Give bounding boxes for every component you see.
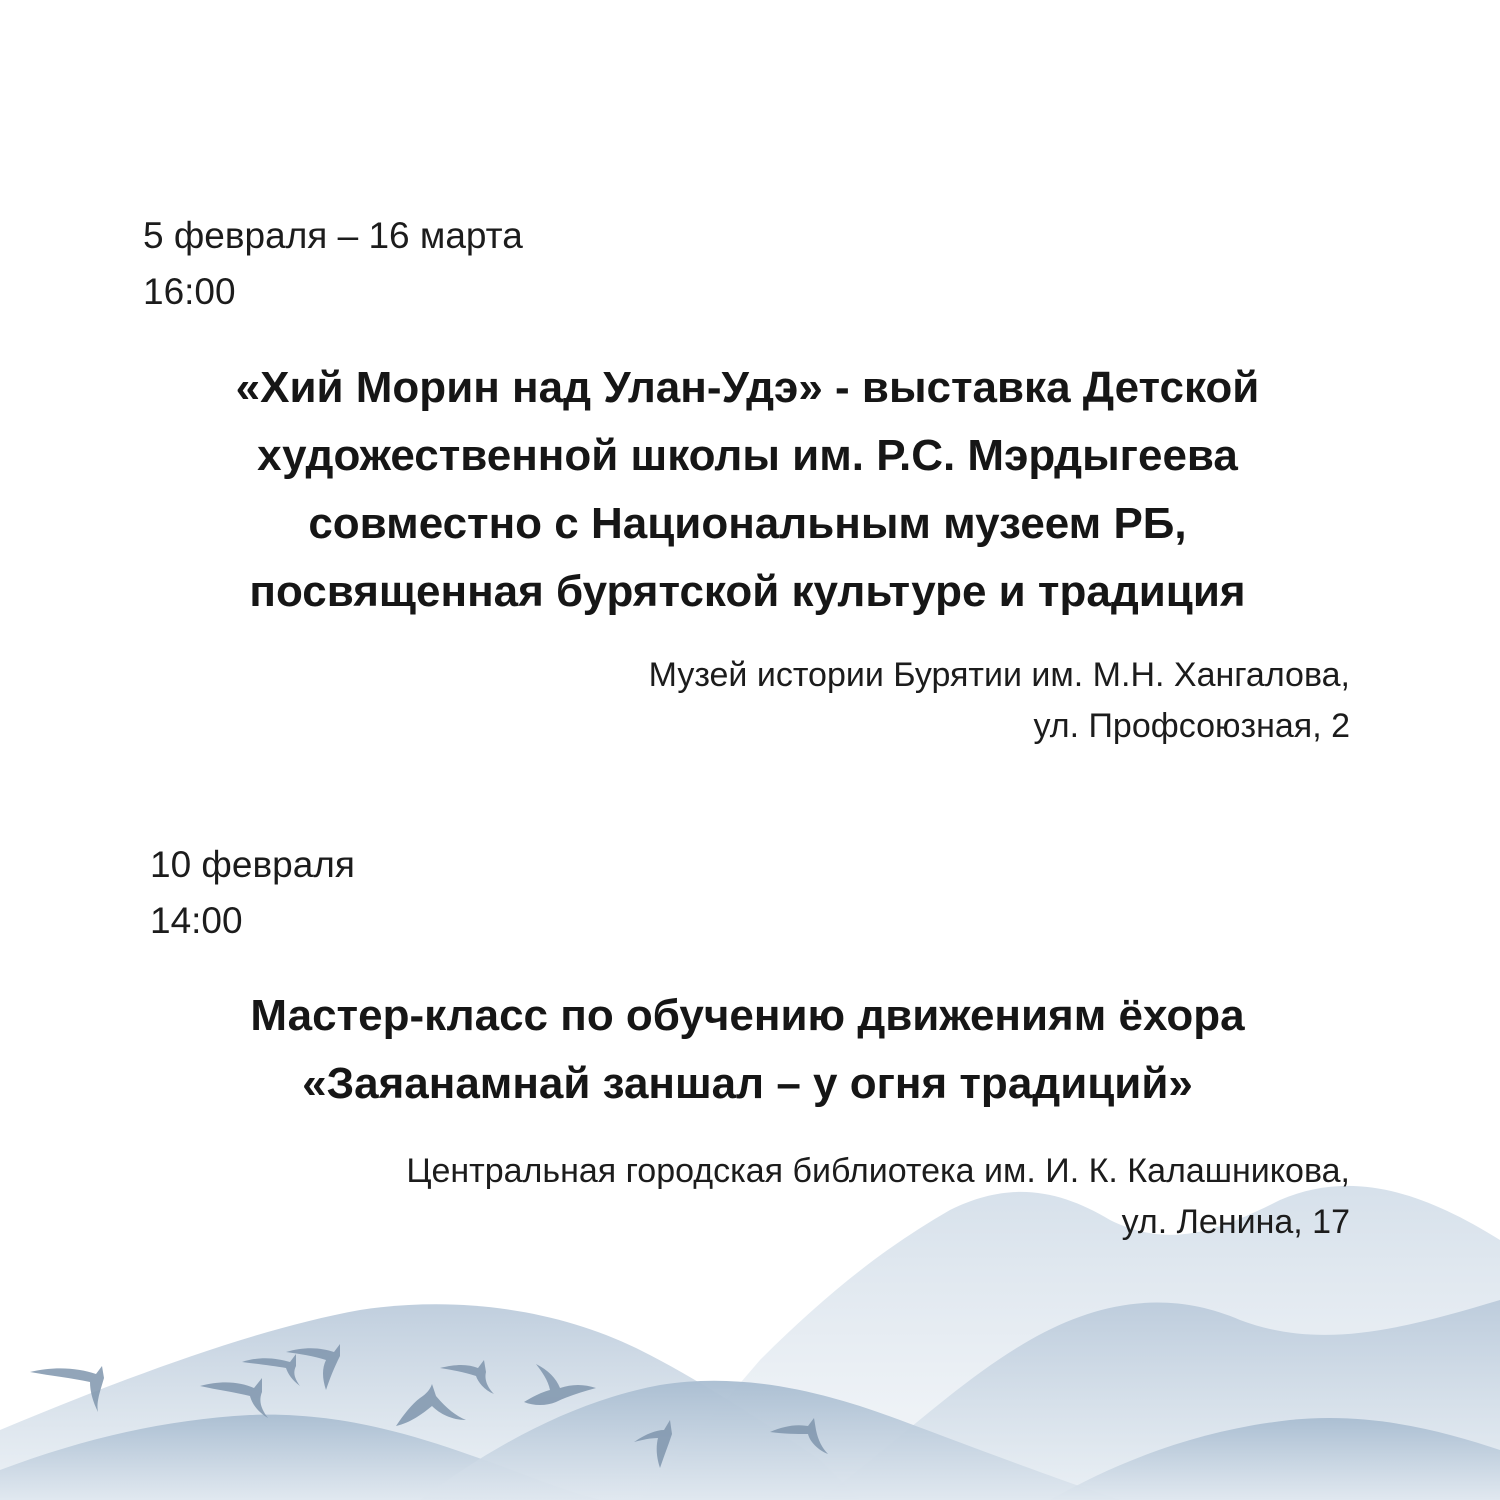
venue-name: Музей истории Бурятии им. М.Н. Хангалова, [648,656,1350,694]
event-title-line: художественной школы им. Р.С. Мэрдыгеева [257,431,1238,480]
event-date: 5 февраля – 16 марта [143,215,523,256]
event-time: 16:00 [143,271,236,312]
event-title [140,354,1355,626]
event-title-line: совместно с Национальным музеем РБ, [308,499,1187,548]
venue-name: Центральная городская библиотека им. И. К. Калашникова, [406,1152,1350,1190]
event-venue [406,1146,1350,1248]
event-title-line: «Хий Морин над Улан-Удэ» - выставка Детской [235,363,1260,412]
event-title [140,982,1355,1118]
event-time: 14:00 [150,900,243,941]
venue-address: ул. Ленина, 17 [1121,1203,1350,1241]
venue-address: ул. Профсоюзная, 2 [1033,707,1350,745]
event-venue [649,650,1350,752]
event-title-line: посвященная бурятской культуре и традиция [249,567,1246,616]
event-title-line: «Заяанамнай заншал – у огня традиций» [302,1059,1193,1108]
event-date-time [150,837,355,949]
event-date: 10 февраля [150,844,355,885]
event-title-line: Мастер-класс по обучению движениям ёхора [250,991,1245,1040]
event-date-time [143,208,523,320]
